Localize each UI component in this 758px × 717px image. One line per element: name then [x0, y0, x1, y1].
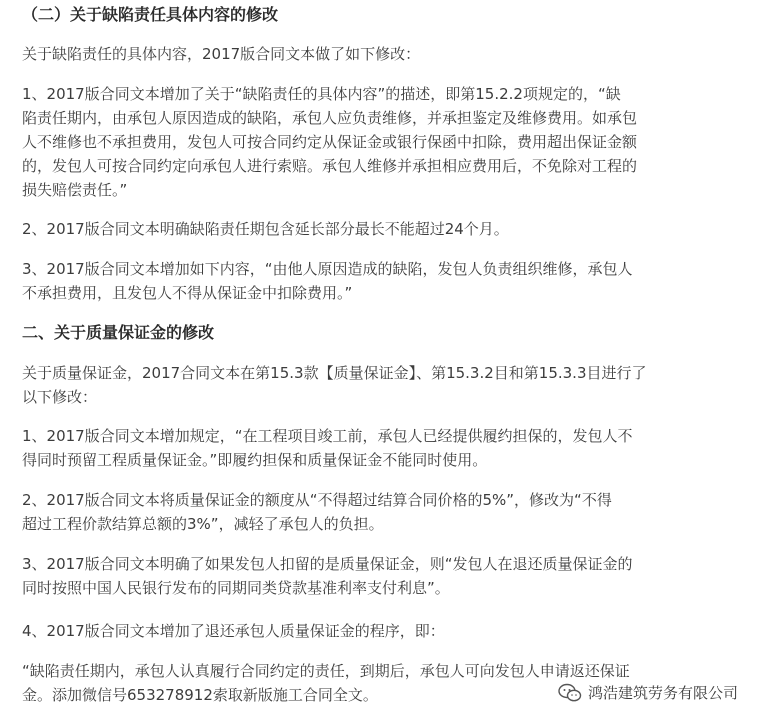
paragraph-line: 2、2017版合同文本明确缺陷责任期包含延长部分最长不能超过24个月。: [22, 220, 509, 238]
paragraph-line: 的，发包人可按合同约定向承包人进行索赔。承包人维修并承担相应费用后，不免除对工程的: [22, 157, 638, 175]
paragraph-line: 4、2017版合同文本增加了退还承包人质量保证金的程序，即：: [22, 622, 445, 640]
paragraph-line: 3、2017版合同文本增加如下内容，“由他人原因造成的缺陷，发包人负责组织维修，承包人: [22, 260, 633, 278]
watermark-text: 鸿浩建筑劳务有限公司: [587, 684, 738, 702]
paragraph-line: 以下修改：: [22, 388, 98, 406]
section-two-intro: [22, 361, 744, 409]
account-watermark: [558, 682, 738, 703]
paragraph-line: 关于质量保证金，2017合同文本在第15.3款【质量保证金】、第15.3.2目和第15.3.3目进行了: [22, 364, 647, 382]
paragraph-line: 陷责任期内，由承包人原因造成的缺陷，承包人应负责维修，并承担鉴定及维修费用。如承包: [22, 109, 638, 127]
paragraph-line: 超过工程价款结算总额的3%”，减轻了承包人的负担。: [22, 515, 384, 533]
paragraph-line: 1、2017版合同文本增加规定，“在工程项目竣工前，承包人已经提供履约担保的，发包人不: [22, 427, 633, 445]
paragraph-line: 金。添加微信号653278912索取新版施工合同全文。: [22, 686, 378, 704]
section-one-item-1: [22, 82, 744, 202]
section-heading-defect-liability: （二）关于缺陷责任具体内容的修改: [22, 5, 279, 24]
section-heading-quality-deposit: 二、关于质量保证金的修改: [22, 323, 215, 342]
paragraph-line: 1、2017版合同文本增加了关于“缺陷责任的具体内容”的描述，即第15.2.2项规定的，“缺: [22, 85, 621, 103]
paragraph-line: 3、2017版合同文本明确了如果发包人扣留的是质量保证金，则“发包人在退还质量保证金的: [22, 555, 633, 573]
section-one-item-3: [22, 257, 744, 305]
section-two-item-4: [22, 619, 744, 643]
paragraph-line: 不承担费用，且发包人不得从保证金中扣除费用。”: [22, 284, 353, 302]
section-one-intro: [22, 42, 744, 66]
section-two-item-1: [22, 424, 744, 472]
section-two-item-2: [22, 488, 744, 536]
paragraph-line: 人不维修也不承担费用，发包人可按合同约定从保证金或银行保函中扣除，费用超出保证金额: [22, 133, 638, 151]
paragraph-line: 2、2017版合同文本将质量保证金的额度从“不得超过结算合同价格的5%”，修改为“不得: [22, 491, 612, 509]
paragraph-line: 同时按照中国人民银行发布的同期同类贷款基准利率支付利息”。: [22, 579, 450, 597]
paragraph-line: 关于缺陷责任的具体内容，2017版合同文本做了如下修改：: [22, 45, 421, 63]
section-two-item-3: [22, 552, 744, 600]
paragraph-line: 损失赔偿责任。”: [22, 181, 128, 199]
wechat-icon: [558, 683, 582, 703]
section-one-item-2: [22, 217, 744, 241]
paragraph-line: “缺陷责任期内，承包人认真履行合同约定的责任，到期后，承包人可向发包人申请返还保证: [22, 662, 630, 680]
paragraph-line: 得同时预留工程质量保证金。”即履约担保和质量保证金不能同时使用。: [22, 451, 488, 469]
